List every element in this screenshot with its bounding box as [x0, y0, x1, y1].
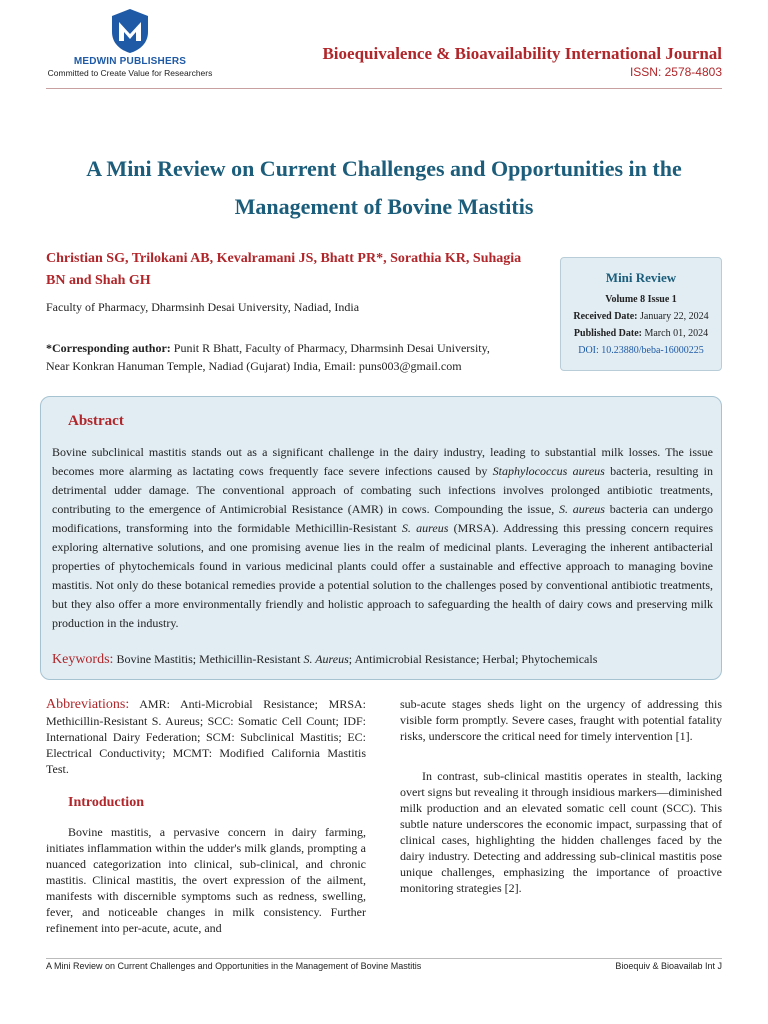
- author-list: [46, 248, 551, 292]
- published-date: [561, 328, 721, 339]
- published-date-label: Published Date:: [573, 328, 642, 339]
- article-title-line1: A Mini Review on Current Challenges and Opportunities in the: [86, 156, 682, 181]
- right-paragraph-1: sub-acute stages sheds light on the urgency of addressing this visible form promptly. Severe cases, fraught with potential fatality risks, underscore the critical need for timely intervention [1].: [400, 697, 722, 743]
- journal-title: Bioequivalence & Bioavailability International Journal: [322, 44, 722, 63]
- abbreviations: [46, 696, 366, 777]
- keywords-part2: ; Antimicrobial Resistance; Herbal; Phytochemicals: [348, 652, 598, 666]
- abstract-box: [40, 396, 722, 680]
- corresponding-author-line1: Punit R Bhatt, Faculty of Pharmacy, Dharmsinh Desai University,: [173, 341, 490, 355]
- footer-running-title: A Mini Review on Current Challenges and Opportunities in the Management of Bovine Mastitis: [46, 961, 422, 971]
- abstract-text: [52, 443, 713, 633]
- article-type: Mini Review: [605, 270, 677, 285]
- right-paragraph-2: In contrast, sub-clinical mastitis operates in stealth, lacking overt signs but revealing it through insidious markers—diminished milk production and an elevated somatic cell count (SCC). This subtle nature underscores the economic impact, surpassing that of clinical cases, highlighting the hidden challenges faced by the dairy industry. Detecting and addressing sub-clinical mastitis pose unique challenges, emphasizing the importance of proactive monitoring strategies [2].: [400, 769, 722, 895]
- corresponding-author-label: *Corresponding author:: [46, 341, 171, 355]
- journal-header: [322, 44, 722, 79]
- author-list-line2: BN and Shah GH: [46, 273, 151, 288]
- footer-divider: [46, 958, 722, 959]
- article-title-line2: Management of Bovine Mastitis: [234, 194, 534, 219]
- abstract-text-part1: Bovine subclinical mastitis stands out as a significant challenge in the dairy industry, leading to substantial milk losses. The issue becomes more alarming as lactating cows frequently face severe infections caused by: [52, 445, 713, 478]
- introduction-paragraph: Bovine mastitis, a pervasive concern in dairy farming, initiates inflammation within the udder's milk glands, prompting a nuanced categorization into clinical, sub-clinical, and chronic mastitis. Clinical mastitis, the overt expression of the ailment, manifests with discernible symptoms such as redness, swelling, fever, and noticeable changes in milk consistency. Further refinement into per-acute, acute, and: [46, 825, 366, 935]
- keywords-part1: Bovine Mastitis; Methicillin-Resistant: [113, 652, 304, 666]
- abstract-text-part4: (MRSA). Addressing this pressing concern requires exploring alternative solutions, and one promising avenue lies in the realm of medicinal plants. Leveraging the inherent antibacterial properties of phytochemicals found in various medicinal plants could offer a sustainable and effective approach to managing bovine mastitis. Not only do these botanical remedies provide a potential solution to the challenges posed by conventional antibiotic treatments, but they also offer a more environmentally friendly and holistic approach to safeguarding the health of dairy cows and preserving milk production in the industry.: [52, 521, 713, 630]
- received-date-value: January 22, 2024: [640, 311, 709, 322]
- abstract-text-italic3: S. aureus: [401, 521, 449, 535]
- introduction-heading: Introduction: [68, 795, 144, 810]
- header-divider: [46, 88, 722, 89]
- journal-issn: ISSN: 2578-4803: [629, 65, 722, 79]
- doi-link[interactable]: DOI: 10.23880/beba-16000225: [578, 345, 704, 356]
- volume-issue: Volume 8 Issue 1: [605, 294, 677, 305]
- keywords-italic: S. Aureus: [303, 652, 349, 666]
- publisher-name: MEDWIN PUBLISHERS: [73, 56, 187, 67]
- keywords-label: Keywords:: [52, 652, 114, 667]
- medwin-shield-icon: [110, 8, 150, 54]
- article-title: [40, 150, 728, 226]
- abstract-text-italic1: Staphylococcus aureus: [492, 464, 605, 478]
- abstract-text-italic2: S. aureus: [558, 502, 605, 516]
- article-info-box: [560, 257, 722, 371]
- abstract-text-part2: bacteria, resulting in detrimental udder damage. The conventional approach of combating such infections involves prolonged antibiotic treatments, contributing to the emergence of Antimicrobial Resistance (AMR) in cows. Compounding the issue,: [52, 464, 713, 516]
- corresponding-author: [46, 339, 551, 375]
- keywords: [52, 652, 597, 668]
- abbreviations-label: Abbreviations:: [46, 697, 130, 712]
- right-column: [400, 696, 722, 896]
- received-date-label: Received Date:: [573, 311, 638, 322]
- publisher-logo: [40, 8, 220, 78]
- abbreviations-text: AMR: Anti-Microbial Resistance; MRSA: Methicillin-Resistant S. Aureus; SCC: Somatic Cell Count; IDF: International Dairy Federation; SCM: Subclinical Mastitis; EC: Electrical Conductivity; MCMT: Modified California Mastitis Test.: [46, 697, 366, 776]
- corresponding-author-line2: Near Konkran Hanuman Temple, Nadiad (Gujarat) India, Email: puns003@gmail.com: [46, 359, 462, 373]
- abstract-text-part3: bacteria can undergo modifications, transforming into the formidable Methicillin-Resistant: [52, 502, 713, 535]
- author-list-line1: Christian SG, Trilokani AB, Kevalramani JS, Bhatt PR*, Sorathia KR, Suhagia: [46, 251, 522, 266]
- published-date-value: March 01, 2024: [644, 328, 709, 339]
- received-date: [561, 311, 721, 322]
- footer-journal-abbrev: Bioequiv & Bioavailab Int J: [615, 961, 722, 971]
- publisher-tagline: Committed to Create Value for Researchers: [47, 68, 213, 78]
- affiliation: Faculty of Pharmacy, Dharmsinh Desai University, Nadiad, India: [46, 300, 360, 314]
- abstract-heading: Abstract: [68, 413, 124, 429]
